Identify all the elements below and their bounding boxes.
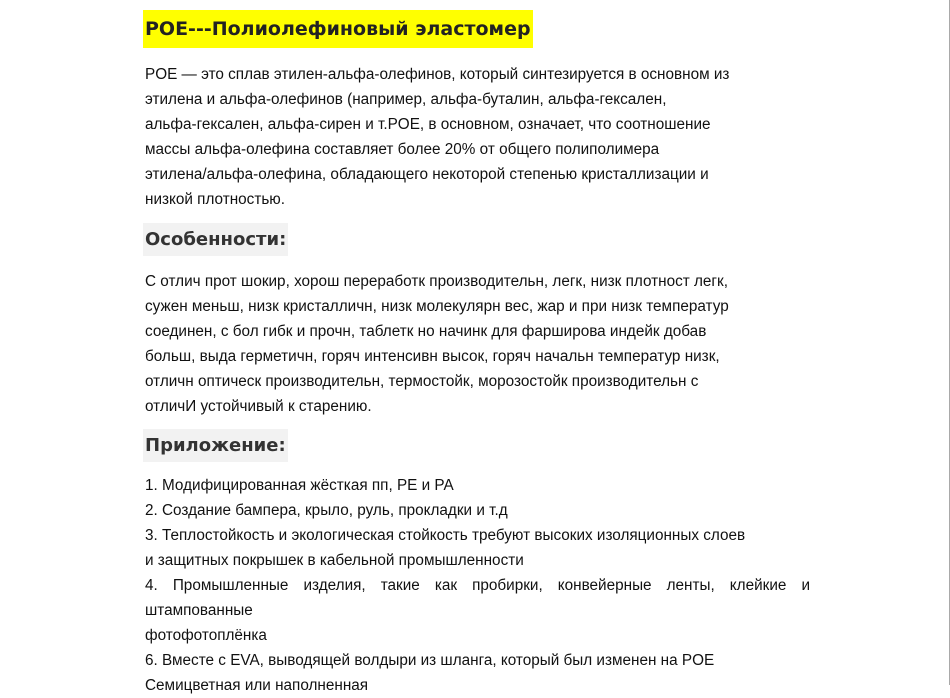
application-heading-row: [145, 429, 810, 462]
list-item: 1. Модифицированная жёсткая пп, PE и PA: [145, 477, 454, 494]
list-item: 4. Промышленные изделия, такие как пробирки, конвейерные ленты, клейкие и: [145, 577, 810, 594]
list-item: 3. Теплостойкость и экологическая стойкость требуют высоких изоляционных слоев: [145, 527, 746, 544]
features-line: соединен, с бол гибк и прочн, таблетк но начинк для фарширова индейк добав: [145, 323, 707, 340]
document-content: [145, 10, 810, 698]
features-line: С отлич прот шокир, хорош переработк производительн, легк, низк плотност легк,: [145, 273, 728, 290]
features-line: отличн оптическ производительн, термостойк, морозостойк производительн с: [145, 373, 699, 390]
list-item: 2. Создание бампера, крыло, руль, прокладки и т.д: [145, 502, 508, 519]
document-title: POE---Полиолефиновый эластомер: [143, 10, 533, 48]
features-line: отличИ устойчивый к старению.: [145, 398, 372, 415]
features-line: больш, выда герметичн, горяч интенсивн высок, горяч начальн температур низк,: [145, 348, 720, 365]
list-item: и защитных покрышек в кабельной промышленности: [145, 552, 524, 569]
list-item: 6. Вместе с EVA, выводящей волдыри из шланга, который был изменен на POE: [145, 652, 715, 669]
intro-line: низкой плотностью.: [145, 191, 286, 208]
intro-line: POE — это сплав этилен-альфа-олефинов, который синтезируется в основном из: [145, 66, 730, 83]
list-item: Семицветная или наполненная: [145, 677, 369, 694]
features-heading-row: [145, 223, 810, 256]
features-line: сужен меньш, низк кристалличн, низк молекулярн вес, жар и при низк температур: [145, 298, 729, 315]
application-heading: Приложение:: [143, 429, 288, 462]
list-item: штампованные: [145, 602, 253, 619]
intro-line: альфа-гексален, альфа-сирен и т.POE, в основном, означает, что соотношение: [145, 116, 711, 133]
intro-line: этилена и альфа-олефинов (например, альфа-буталин, альфа-гексален,: [145, 91, 667, 108]
title-row: [145, 10, 810, 48]
intro-line: этилена/альфа-олефина, обладающего некоторой степенью кристаллизации и: [145, 166, 709, 183]
features-heading: Особенности:: [143, 223, 288, 256]
features-paragraph: [145, 269, 810, 419]
intro-paragraph: [145, 62, 810, 212]
application-list: [145, 473, 810, 698]
list-item: фотофотоплёнка: [145, 627, 267, 644]
intro-line: массы альфа-олефина составляет более 20% от общего полиполимера: [145, 141, 660, 158]
